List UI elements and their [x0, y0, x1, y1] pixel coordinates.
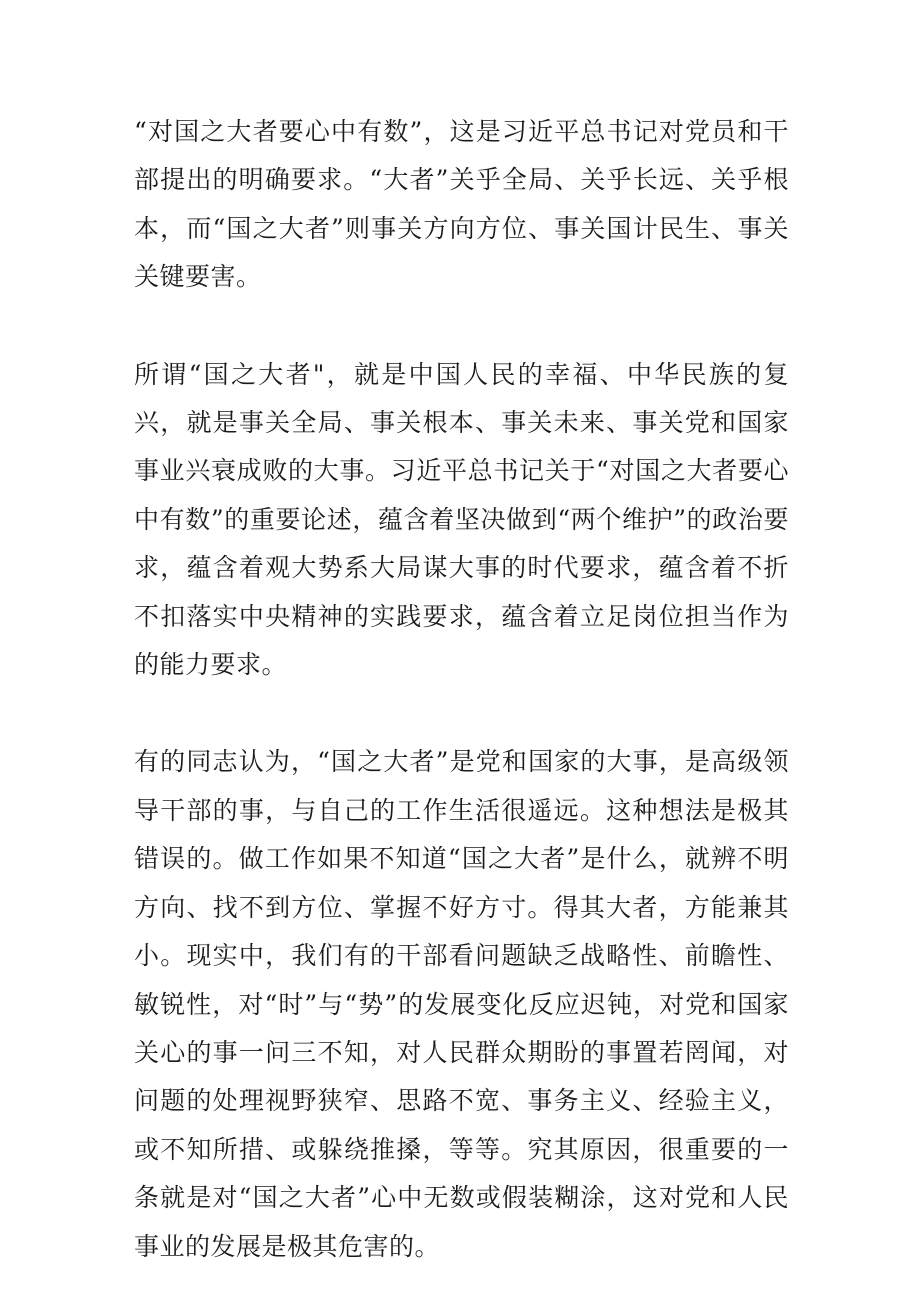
document-body [134, 108, 789, 1271]
paragraph-1: “对国之大者要心中有数”，这是习近平总书记对党员和干部提出的明确要求。“大者”关乎全局、关乎长远、关乎根本，而“国之大者”则事关方向方位、事关国计民生、事关关键要害。 [134, 117, 789, 292]
paragraph-2: 所谓“国之大者"，就是中国人民的幸福、中华民族的复兴，就是事关全局、事关根本、事关未来、事关党和国家事业兴衰成败的大事。习近平总书记关于“对国之大者要心中有数”的重要论述，蕴含着坚决做到“两个维护”的政治要求，蕴含着观大势系大局谋大事的时代要求，蕴含着不折不扣落实中央精神的实践要求，蕴含着立足岗位担当作为的能力要求。 [134, 359, 789, 680]
paragraph-3: 有的同志认为，“国之大者”是党和国家的大事，是高级领导干部的事，与自己的工作生活很遥远。这种想法是极其错误的。做工作如果不知道“国之大者”是什么，就辨不明方向、找不到方位、掌握不好方寸。得其大者，方能兼其小。现实中，我们有的干部看问题缺乏战略性、前瞻性、敏锐性，对“时”与“势”的发展变化反应迟钝，对党和国家关心的事一问三不知，对人民群众期盼的事置若罔闻，对问题的处理视野狭窄、思路不宽、事务主义、经验主义，或不知所措、或躲绕推搡，等等。究其原因，很重要的一条就是对“国之大者”心中无数或假装糊涂，这对党和人民事业的发展是极其危害的。 [134, 747, 789, 1261]
